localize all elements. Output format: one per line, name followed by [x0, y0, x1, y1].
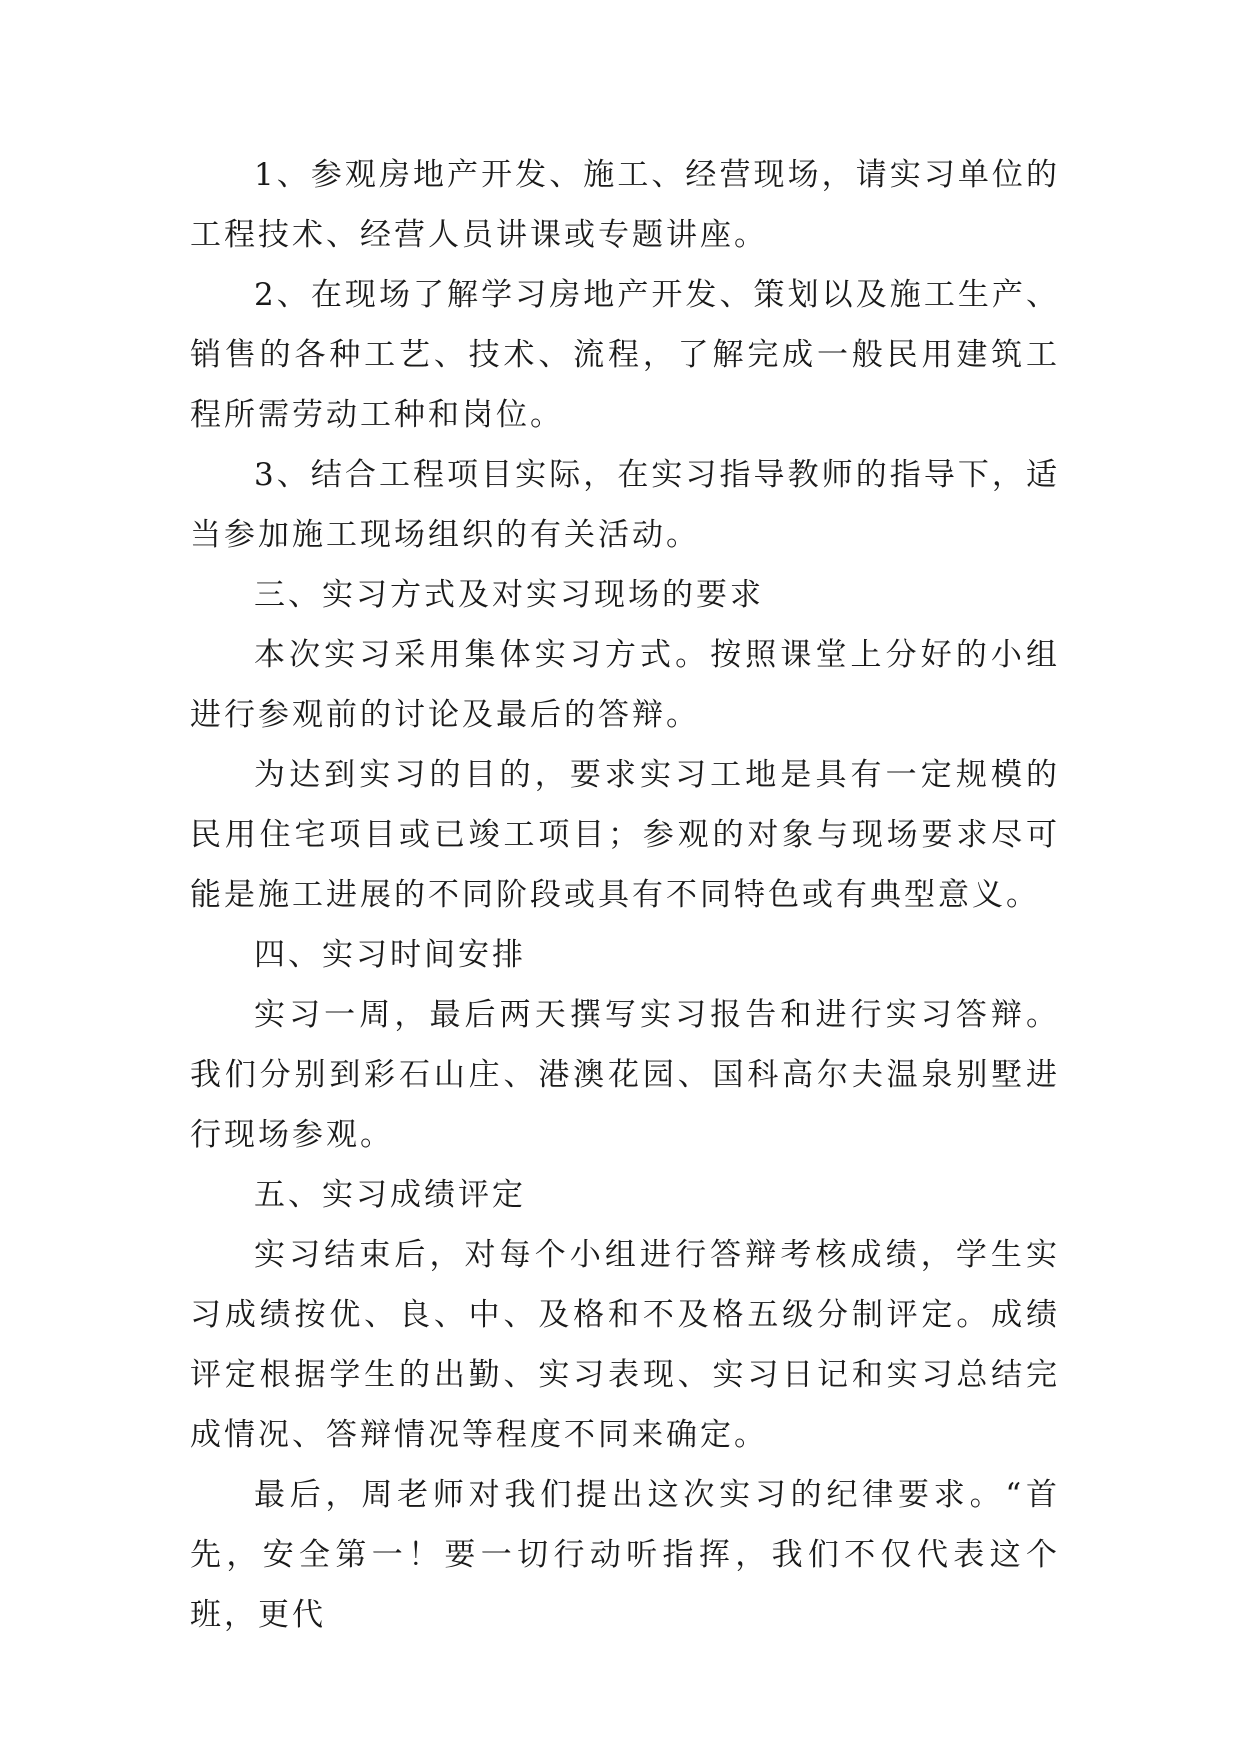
paragraph-discipline: 最后，周老师对我们提出这次实习的纪律要求。“首先，安全第一！要一切行动听指挥，我们不仅代表这个班，更代	[190, 1477, 1060, 1633]
paragraph-grading: 实习结束后，对每个小组进行答辩考核成绩，学生实习成绩按优、良、中、及格和不及格五级分制评定。成绩评定根据学生的出勤、实习表现、实习日记和实习总结完成情况、答辩情况等程度不同来确定。	[190, 1237, 1060, 1453]
paragraph-schedule: 实习一周，最后两天撰写实习报告和进行实习答辩。我们分别到彩石山庄、港澳花园、国科高尔夫温泉别墅进行现场参观。	[190, 997, 1060, 1153]
paragraph-practice-method: 本次实习采用集体实习方式。按照课堂上分好的小组进行参观前的讨论及最后的答辩。	[190, 637, 1060, 733]
document-page	[190, 145, 1060, 1645]
paragraph-site-requirements: 为达到实习的目的，要求实习工地是具有一定规模的民用住宅项目或已竣工项目；参观的对象与现场要求尽可能是施工进展的不同阶段或具有不同特色或有典型意义。	[190, 757, 1060, 913]
paragraph-item-3: 3、结合工程项目实际，在实习指导教师的指导下，适当参加施工现场组织的有关活动。	[190, 457, 1060, 553]
section-heading-5: 五、实习成绩评定	[254, 1177, 526, 1213]
paragraph-item-1: 1、参观房地产开发、施工、经营现场，请实习单位的工程技术、经营人员讲课或专题讲座。	[190, 157, 1060, 253]
paragraph-item-2: 2、在现场了解学习房地产开发、策划以及施工生产、销售的各种工艺、技术、流程，了解完成一般民用建筑工程所需劳动工种和岗位。	[190, 277, 1060, 433]
section-heading-4: 四、实习时间安排	[254, 937, 526, 973]
section-heading-3: 三、实习方式及对实习现场的要求	[254, 577, 764, 613]
